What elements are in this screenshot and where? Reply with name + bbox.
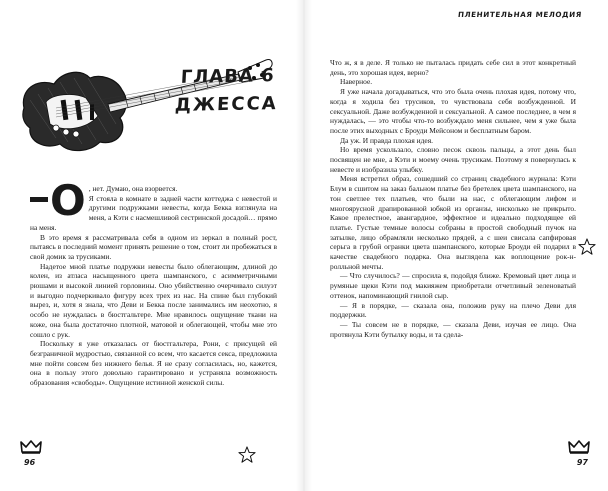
paragraph: — Я в порядке, — сказала она, положив руку на плечо Деви для поддержки. (330, 300, 576, 320)
running-head: ПЛЕНИТЕЛЬНАЯ МЕЛОДИЯ (457, 10, 583, 19)
paragraph: — Ты совсем не в порядке, — сказала Деви, изучая ее лицо. Она протянула Кэти бутылку воды, и та сдела- (330, 319, 576, 339)
paragraph: Поскольку я уже отказалась от бюстгальтера, Рони, с присущей ей безграничной мудростью, связанной со всем, что касается секса, предложила мне пойти совсем без нижнего белья. Я не сразу согласилась, но, кажется, она в пользу этого довольно гарантировано и устраняла возможность образования «свободы». Ощущение истинной женской силы. (30, 339, 277, 388)
drop-cap: О (30, 184, 85, 218)
paragraph: — Что случилось? — спросила я, подойдя ближе. Кремовый цвет лица и румяные щеки Кэти под макияжем приобретали отчетливый зеленоватый оттенок, напоминающий гнилой сыр. (330, 271, 576, 300)
chapter-name: ДЖЕССА (174, 93, 279, 116)
chapter-heading (161, 65, 294, 117)
right-body-text (330, 58, 576, 339)
paragraph: Да уж. И правда плохая идея. (340, 135, 433, 145)
paragraph: Но время ускользало, словно песок сквозь пальцы, а этот день был посвящен не мне, а Кэти и моему очень трусикам. Поэтому я повернулась к невесте и изобразила улыбку. (330, 145, 576, 174)
paragraph: Надетое мной платье подружки невесты было облегающим, длиной до колен, из атласа насыщенного цвета шампанского, с асимметричными рюшами и высокой линией горловины. Оно убийственно очерчивало силуэт и выгодно подчеркивало фигуру всех трех из нас. На спине был глубокий вырез, и, хотя я знала, что Деви и Бекка после занимались им неохотно, я особо не нуждалась в бюстгальтере. Мне нравилось ощущение ткани на коже, она была достаточно плотной, матовой и облегающей, чтобы мне это сошло с рук. (30, 261, 277, 339)
crown-icon (20, 440, 42, 454)
star-icon (578, 238, 596, 256)
paragraph: Что ж, я в деле. Я только не пыталась придать себе сил в этот конкретный день, это хорошая идея, верно? (330, 58, 576, 77)
left-body-text (30, 176, 277, 388)
paragraph: Меня встретил образ, сошедший со страниц свадебного журнала: Кэти Блум в сшитом на заказ бальном платье без бретелек цвета шампанского, на тон светлее тех платьев, что были на нас, с облегающим лифом и многоярусной драпированной юбкой из органзы, нисколько не прикрыто. Какое прелестное, авангардное, эффектное и идеально подходящее ей платье. Густые темные волосы собраны в простой свободный пучок на затылке, лицо обрамляли несколько прядей, а с шеи свисала сапфировая серьга в грубой огранки цвета шампанского, которые Броуди ей подарил в качестве свадебного подарка. Она выглядела как воплощение рок-н-ролльной мечты. (330, 174, 576, 271)
page-number-left: 96 (24, 458, 36, 467)
chapter-label: ГЛАВА 6 (180, 65, 276, 88)
star-icon (238, 446, 256, 464)
crown-icon (568, 440, 590, 454)
paragraph: В это время я рассматривала себя в одном из зеркал в полный рост, пытаясь в последний момент принять решение о том, стоит ли пробежаться в свой домик за трусиками. (30, 232, 277, 261)
paragraph: Я уже начала догадываться, что это была очень плохая идея, потому что, когда я ходила без трусиков, то чувствовала себя возбужденной. И сексуальной. Даже возбужденной и сексуальной. А самое последнее, в чем я нуждалась, — это чтобы что-то возбуждало меня сильнее, чем я уже была после этих выходных с Броуди Мейсоном и бесплатным баром. (330, 87, 576, 135)
paragraph: Наверное. (340, 77, 373, 87)
paragraph: Я стояла в комнате в задней части коттеджа с невестой и другими подружками невесты, когда Бекка взглянула на меня, а Кэти с насмешливой сестринской досадой… прямо на меня. (30, 193, 277, 232)
page-number-right: 97 (576, 458, 588, 467)
opening-paragraph: О , нет. Думаю, она взорвется. (30, 184, 277, 194)
